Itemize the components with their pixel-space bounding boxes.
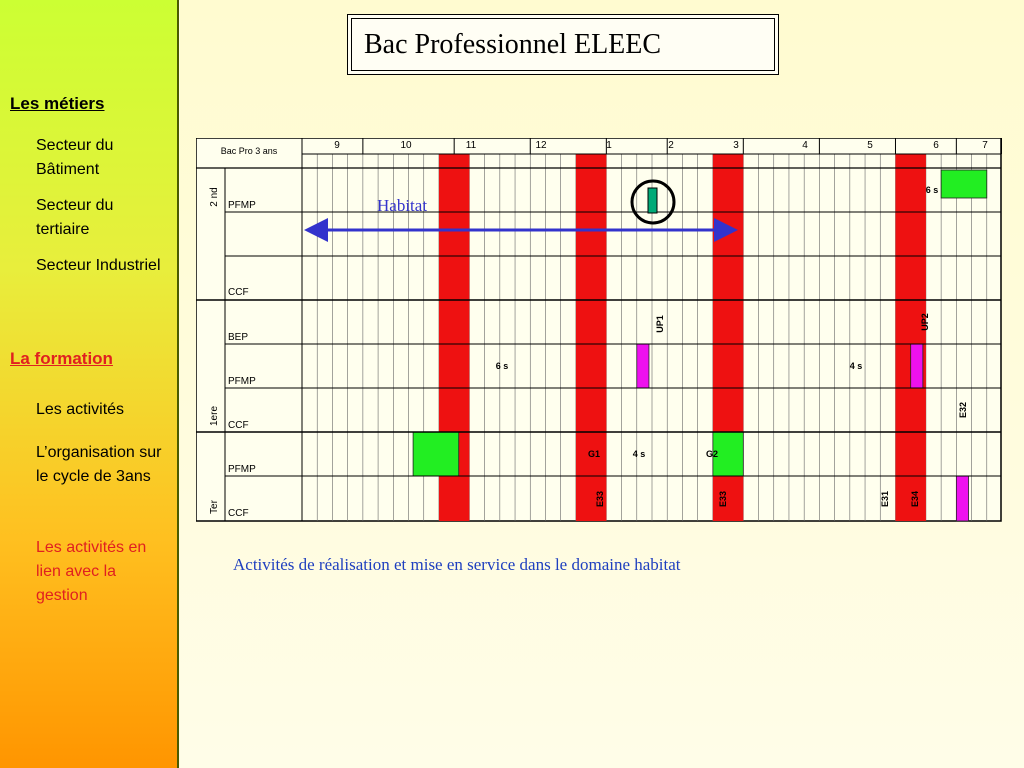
month-label: 11 [465, 140, 477, 151]
month-label: 4 [802, 140, 808, 151]
month-label: 3 [733, 140, 739, 151]
block-label: G2 [705, 449, 719, 459]
year-label-2nd: 2 nd [209, 187, 220, 207]
sidebar-item-batiment[interactable]: Secteur du Bâtiment [36, 137, 114, 178]
schedule-block-exam [637, 344, 649, 388]
row-label: PFMP [228, 200, 256, 211]
row-label: BEP [228, 332, 249, 343]
habitat-overlay [300, 176, 750, 246]
row-label: PFMP [228, 376, 256, 387]
block-label: G1 [587, 449, 601, 459]
schedule-block-exam [956, 476, 968, 521]
row-label: CCF [228, 508, 249, 519]
block-label: E31 [880, 490, 890, 508]
month-label: 9 [334, 140, 340, 151]
month-label: 7 [982, 140, 988, 151]
month-label: 10 [400, 140, 412, 151]
title-frame [347, 14, 779, 75]
block-label: UP2 [920, 313, 930, 331]
month-label: 6 [933, 140, 939, 151]
year-label-ter: Ter [209, 500, 220, 514]
vacation-header-cell [439, 154, 469, 168]
block-label: 6 s [495, 361, 509, 371]
month-label: 1 [606, 140, 612, 151]
sidebar [0, 0, 179, 768]
current-week-marker [648, 188, 657, 213]
block-label: 4 s [849, 361, 863, 371]
vacation-header-cell [713, 154, 743, 168]
habitat-label: Habitat [377, 196, 428, 215]
sidebar-item-tertiaire[interactable]: Secteur du tertiaire [36, 197, 114, 238]
sidebar-item-organisation[interactable]: L’organisation sur le cycle de 3ans [36, 444, 162, 485]
block-label: E33 [718, 490, 728, 508]
corner-label: Bac Pro 3 ans [220, 146, 278, 156]
vacation-header-cell [895, 154, 925, 168]
block-label: E34 [910, 490, 920, 508]
block-label: E32 [958, 401, 968, 419]
year-label-1ere: 1ere [209, 405, 220, 427]
section-formation[interactable]: La formation [10, 349, 113, 368]
row-label: PFMP [228, 464, 256, 475]
page-title: Bac Professionnel ELEEC [351, 18, 775, 71]
sidebar-item-industriel[interactable]: Secteur Industriel [36, 257, 161, 274]
month-label: 5 [867, 140, 873, 151]
block-label: UP1 [655, 315, 665, 333]
block-label: E33 [595, 490, 605, 508]
row-label: CCF [228, 420, 249, 431]
section-metiers[interactable]: Les métiers [10, 94, 105, 113]
schedule-block-exam [911, 344, 923, 388]
slide-caption: Activités de réalisation et mise en service dans le domaine habitat [233, 555, 681, 574]
row-label: CCF [228, 287, 249, 298]
vacation-header-cell [576, 154, 606, 168]
sidebar-item-activites[interactable]: Les activités [36, 401, 125, 418]
schedule-block-stage [941, 170, 987, 198]
block-label: 4 s [632, 449, 646, 459]
schedule-block-stage [413, 432, 459, 476]
month-label: 2 [668, 140, 674, 151]
month-label: 12 [535, 140, 547, 151]
block-label: 6 s [925, 185, 939, 195]
sidebar-item-gestion[interactable]: Les activités en lien avec la gestion [36, 539, 147, 604]
